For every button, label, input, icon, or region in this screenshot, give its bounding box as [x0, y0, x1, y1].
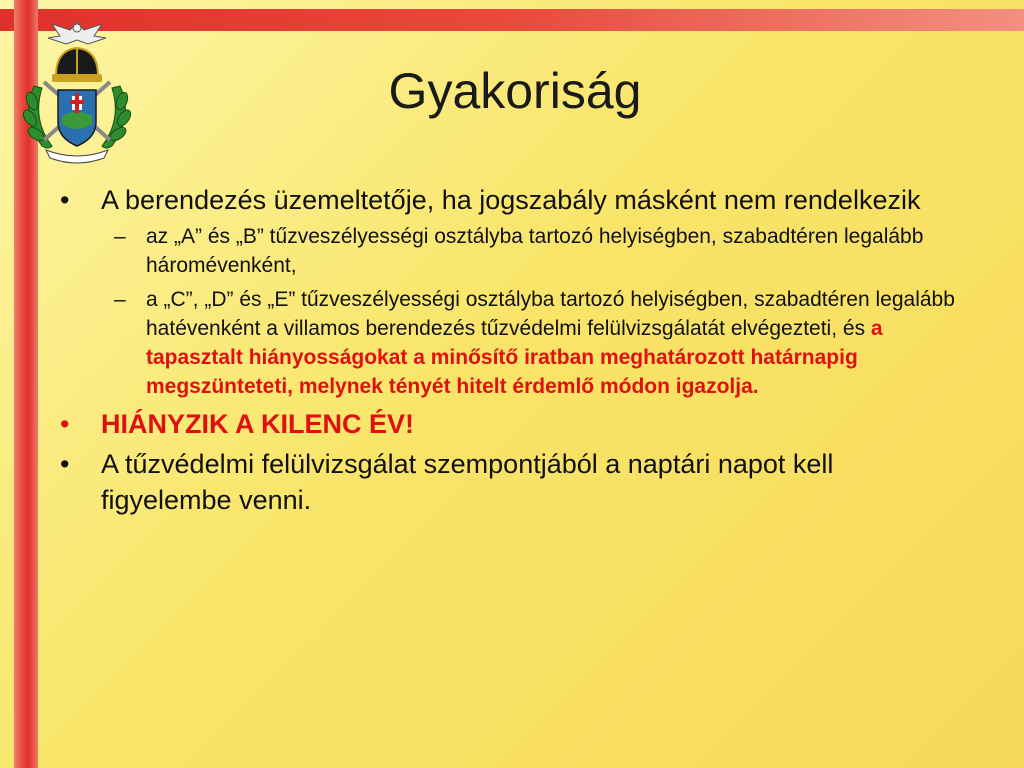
bullet-item: [60, 446, 965, 518]
bullet-marker: •: [60, 185, 70, 215]
warning-text: HIÁNYZIK A KILENC ÉV!: [101, 409, 415, 439]
highlighted-text: a tapasztalt hiányosságokat a minősítő iratban meghatározott határnapig megszünteteti, melynek tényét hitelt érdemlő módon igazolja.: [146, 317, 883, 398]
bullet-marker: •: [60, 449, 70, 479]
dash-marker: –: [114, 288, 126, 311]
bullet-marker: •: [60, 409, 70, 439]
slide-body: [60, 182, 965, 522]
slide-title: Gyakoriság: [388, 63, 642, 119]
bullet-text: A tűzvédelmi felülvizsgálat szempontjából a naptári napot kell figyelembe venni.: [101, 449, 834, 515]
bullet-text: A berendezés üzemeltetője, ha jogszabály másként nem rendelkezik: [101, 185, 921, 215]
dash-marker: –: [114, 225, 126, 248]
sub-bullet-text: a „C”, „D” és „E” tűzveszélyességi osztályba tartozó helyiségben, szabadtéren legalább hatévenként a villamos berendezés tűzvédelmi felülvizsgálatát elvégezteti, és: [146, 288, 955, 340]
sub-bullet-item: [60, 222, 965, 280]
sub-bullet-text: az „A” és „B” tűzveszélyességi osztályba tartozó helyiségben, szabadtéren legalább háromévenként,: [146, 225, 924, 277]
bullet-item-warning: [60, 406, 965, 442]
sub-bullet-item: [60, 285, 965, 401]
decorative-horizontal-stripe: [0, 9, 1024, 31]
bullet-item: [60, 182, 965, 218]
